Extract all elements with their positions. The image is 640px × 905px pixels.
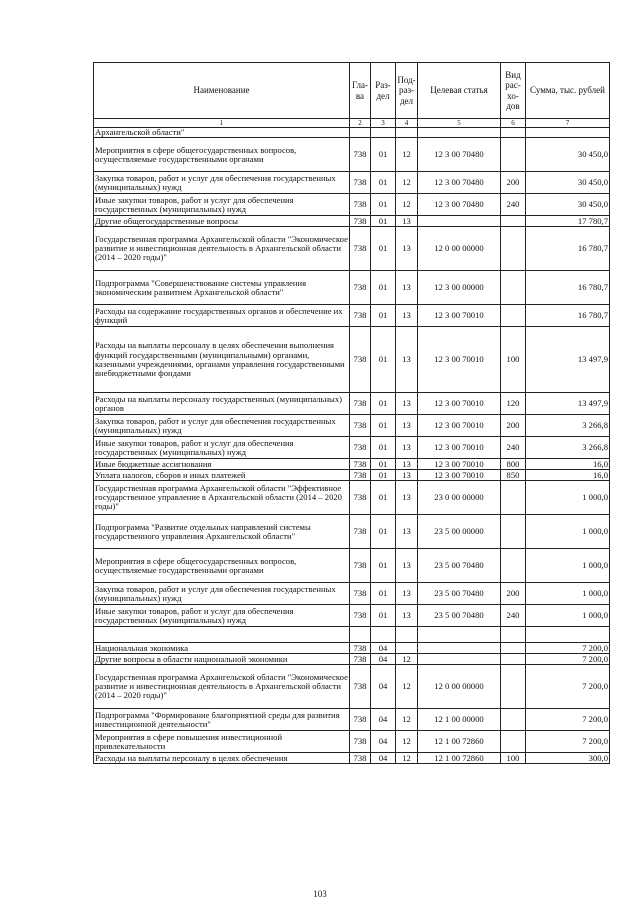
table-row [94,709,610,731]
row-podrazdel: 12 [396,709,418,731]
row-podrazdel: 12 [396,138,418,172]
row-vid [501,665,526,709]
row-razdel: 04 [371,709,396,731]
row-glava [350,627,371,643]
row-article: 12 1 00 72860 [418,731,501,753]
row-vid [501,627,526,643]
row-article: 12 1 00 00000 [418,709,501,731]
row-glava: 738 [350,605,371,627]
row-name [94,627,350,643]
col-header-podrazdel: Под-раз-дел [396,63,418,119]
row-podrazdel: 12 [396,753,418,764]
row-razdel: 01 [371,415,396,437]
row-razdel: 01 [371,459,396,470]
row-name: Иные закупки товаров, работ и услуг для обеспечения государственных (муниципальных) нужд [94,437,350,459]
row-article: 12 3 00 70480 [418,194,501,216]
row-razdel: 01 [371,227,396,271]
table-row [94,470,610,481]
row-article: 23 5 00 00000 [418,515,501,549]
col-number: 5 [418,119,501,128]
row-glava: 738 [350,305,371,327]
row-article [418,654,501,665]
row-name: Закупка товаров, работ и услуг для обеспечения государственных (муниципальных) нужд [94,415,350,437]
row-name: Расходы на выплаты персоналу в целях обеспечения выполнения функций государственными (муниципальными) органами, казенными учреждениями, органами управления государственными внебюджетными фондами [94,327,350,393]
row-sum: 17 780,7 [526,216,610,227]
row-article: 12 3 00 70480 [418,138,501,172]
row-name: Подпрограмма "Развитие отдельных направлений системы государственного управления Архангельской области" [94,515,350,549]
table-row [94,128,610,138]
row-podrazdel: 13 [396,481,418,515]
row-glava: 738 [350,327,371,393]
row-glava: 738 [350,138,371,172]
row-podrazdel [396,643,418,654]
table-row [94,437,610,459]
col-header-sum: Сумма, тыс. рублей [526,63,610,119]
row-podrazdel [396,627,418,643]
row-sum: 7 200,0 [526,731,610,753]
row-glava: 738 [350,481,371,515]
row-sum: 16,0 [526,459,610,470]
row-vid: 200 [501,415,526,437]
row-razdel: 01 [371,194,396,216]
row-glava: 738 [350,172,371,194]
col-number: 7 [526,119,610,128]
row-article: 12 0 00 00000 [418,227,501,271]
row-podrazdel: 13 [396,393,418,415]
row-vid [501,481,526,515]
row-sum: 16 780,7 [526,227,610,271]
row-name: Архангельской области" [94,128,350,138]
table-row [94,459,610,470]
row-vid [501,271,526,305]
row-name: Расходы на выплаты персоналу государственных (муниципальных) органов [94,393,350,415]
row-vid: 100 [501,753,526,764]
row-podrazdel: 13 [396,605,418,627]
row-podrazdel: 13 [396,216,418,227]
row-article: 23 5 00 70480 [418,549,501,583]
table-row [94,605,610,627]
row-article: 23 5 00 70480 [418,605,501,627]
row-razdel: 04 [371,665,396,709]
row-razdel: 01 [371,605,396,627]
col-header-vid: Вид рас-хо-дов [501,63,526,119]
row-sum: 7 200,0 [526,709,610,731]
row-sum: 13 497,9 [526,327,610,393]
row-name: Государственная программа Архангельской области "Экономическое развитие и инвестиционная деятельность в Архангельской области (2014 – 2020 годы)" [94,665,350,709]
row-glava: 738 [350,709,371,731]
row-sum: 30 450,0 [526,172,610,194]
row-article: 12 3 00 00000 [418,271,501,305]
budget-table [93,62,610,764]
row-razdel [371,627,396,643]
table-row [94,665,610,709]
row-podrazdel: 13 [396,459,418,470]
row-vid [501,216,526,227]
row-razdel: 04 [371,731,396,753]
row-razdel: 04 [371,753,396,764]
row-podrazdel: 13 [396,583,418,605]
table-row [94,627,610,643]
row-podrazdel: 13 [396,327,418,393]
row-sum: 7 200,0 [526,643,610,654]
col-number: 2 [350,119,371,128]
row-razdel: 01 [371,481,396,515]
row-sum: 16 780,7 [526,271,610,305]
row-article: 23 0 00 00000 [418,481,501,515]
table-row [94,481,610,515]
row-article: 12 3 00 70010 [418,393,501,415]
row-article: 12 0 00 00000 [418,665,501,709]
table-row [94,305,610,327]
row-sum: 7 200,0 [526,665,610,709]
row-glava: 738 [350,437,371,459]
row-podrazdel: 12 [396,194,418,216]
row-glava: 738 [350,583,371,605]
table-row [94,643,610,654]
row-glava: 738 [350,393,371,415]
row-podrazdel: 12 [396,665,418,709]
row-vid: 850 [501,470,526,481]
row-vid [501,643,526,654]
page-number: 103 [313,889,327,899]
row-vid [501,654,526,665]
row-vid: 240 [501,437,526,459]
row-sum: 30 450,0 [526,138,610,172]
row-vid: 240 [501,605,526,627]
row-name: Государственная программа Архангельской области "Экономическое развитие и инвестиционная деятельность в Архангельской области (2014 – 2020 годы)" [94,227,350,271]
row-article: 12 3 00 70010 [418,305,501,327]
table-row [94,271,610,305]
row-razdel: 01 [371,549,396,583]
row-article: 12 3 00 70480 [418,172,501,194]
row-glava: 738 [350,515,371,549]
row-glava: 738 [350,549,371,583]
row-article [418,128,501,138]
row-vid [501,138,526,172]
row-vid [501,515,526,549]
table-row [94,731,610,753]
row-razdel: 01 [371,271,396,305]
table-row [94,549,610,583]
row-name: Закупка товаров, работ и услуг для обеспечения государственных (муниципальных) нужд [94,583,350,605]
header-row [94,63,610,119]
row-name: Закупка товаров, работ и услуг для обеспечения государственных (муниципальных) нужд [94,172,350,194]
col-header-razdel: Раз-дел [371,63,396,119]
row-vid [501,731,526,753]
row-podrazdel: 13 [396,549,418,583]
row-article: 12 1 00 72860 [418,753,501,764]
row-razdel: 01 [371,393,396,415]
row-vid [501,709,526,731]
table-row [94,753,610,764]
row-vid: 240 [501,194,526,216]
row-glava: 738 [350,227,371,271]
col-number: 4 [396,119,418,128]
row-article [418,216,501,227]
row-glava: 738 [350,194,371,216]
row-razdel: 01 [371,583,396,605]
row-sum: 30 450,0 [526,194,610,216]
row-razdel [371,128,396,138]
row-glava: 738 [350,654,371,665]
row-vid: 200 [501,583,526,605]
row-glava: 738 [350,271,371,305]
col-number: 6 [501,119,526,128]
row-podrazdel: 13 [396,437,418,459]
row-podrazdel: 13 [396,415,418,437]
table-row [94,138,610,172]
col-header-name: Наименование [94,63,350,119]
row-sum: 1 000,0 [526,481,610,515]
row-name: Национальная экономика [94,643,350,654]
table-row [94,654,610,665]
row-razdel: 01 [371,216,396,227]
table-row [94,227,610,271]
row-podrazdel: 13 [396,227,418,271]
row-sum: 16 780,7 [526,305,610,327]
row-vid [501,227,526,271]
row-razdel: 01 [371,437,396,459]
row-glava: 738 [350,470,371,481]
row-article: 12 3 00 70010 [418,437,501,459]
row-name: Иные закупки товаров, работ и услуг для обеспечения государственных (муниципальных) нужд [94,194,350,216]
row-podrazdel: 13 [396,271,418,305]
table-row [94,194,610,216]
row-glava [350,128,371,138]
row-article: 12 3 00 70010 [418,459,501,470]
row-podrazdel: 12 [396,172,418,194]
row-podrazdel: 13 [396,470,418,481]
row-sum: 3 266,8 [526,415,610,437]
table-row [94,172,610,194]
row-glava: 738 [350,731,371,753]
row-vid: 800 [501,459,526,470]
table-row [94,515,610,549]
row-podrazdel: 12 [396,731,418,753]
col-header-article: Целевая статья [418,63,501,119]
row-name: Мероприятия в сфере общегосударственных вопросов, осуществляемые государственными органами [94,549,350,583]
row-sum: 3 266,8 [526,437,610,459]
col-number: 3 [371,119,396,128]
row-name: Другие вопросы в области национальной экономики [94,654,350,665]
row-razdel: 01 [371,470,396,481]
row-name: Расходы на содержание государственных органов и обеспечение их функций [94,305,350,327]
row-sum [526,627,610,643]
row-razdel: 04 [371,643,396,654]
row-podrazdel: 13 [396,515,418,549]
row-podrazdel: 13 [396,305,418,327]
row-vid [501,549,526,583]
col-header-glava: Гла-ва [350,63,371,119]
table-row [94,415,610,437]
row-vid [501,305,526,327]
row-razdel: 01 [371,305,396,327]
row-article [418,643,501,654]
row-sum: 1 000,0 [526,583,610,605]
row-name: Иные закупки товаров, работ и услуг для обеспечения государственных (муниципальных) нужд [94,605,350,627]
row-sum: 1 000,0 [526,515,610,549]
row-podrazdel: 12 [396,654,418,665]
row-glava: 738 [350,643,371,654]
row-razdel: 01 [371,172,396,194]
row-sum: 16,0 [526,470,610,481]
row-name: Другие общегосударственные вопросы [94,216,350,227]
col-number: 1 [94,119,350,128]
row-name: Государственная программа Архангельской области "Эффективное государственное управление в Архангельской области (2014 – 2020 годы)" [94,481,350,515]
table-row [94,393,610,415]
row-glava: 738 [350,753,371,764]
row-sum: 1 000,0 [526,549,610,583]
table-row [94,327,610,393]
row-podrazdel [396,128,418,138]
row-glava: 738 [350,459,371,470]
row-name: Мероприятия в сфере повышения инвестиционной привлекательности [94,731,350,753]
row-razdel: 04 [371,654,396,665]
row-article: 12 3 00 70010 [418,327,501,393]
row-article: 23 5 00 70480 [418,583,501,605]
row-sum: 13 497,9 [526,393,610,415]
row-article [418,627,501,643]
row-vid [501,128,526,138]
row-vid: 100 [501,327,526,393]
row-name: Подпрограмма "Формирование благоприятной среды для развития инвестиционной деятельности" [94,709,350,731]
row-razdel: 01 [371,327,396,393]
row-article: 12 3 00 70010 [418,415,501,437]
row-name: Мероприятия в сфере общегосударственных вопросов, осуществляемые государственными органами [94,138,350,172]
row-vid: 120 [501,393,526,415]
table-row [94,583,610,605]
row-glava: 738 [350,415,371,437]
row-name: Подпрограмма "Совершенствование системы управления экономическим развитием Архангельской области" [94,271,350,305]
row-vid: 200 [501,172,526,194]
row-name: Уплата налогов, сборов и иных платежей [94,470,350,481]
row-sum: 300,0 [526,753,610,764]
row-razdel: 01 [371,138,396,172]
row-glava: 738 [350,216,371,227]
row-sum: 1 000,0 [526,605,610,627]
row-sum: 7 200,0 [526,654,610,665]
row-name: Расходы на выплаты персоналу в целях обеспечения [94,753,350,764]
row-article: 12 3 00 70010 [418,470,501,481]
row-glava: 738 [350,665,371,709]
row-sum [526,128,610,138]
row-name: Иные бюджетные ассигнования [94,459,350,470]
table-row [94,216,610,227]
row-razdel: 01 [371,515,396,549]
